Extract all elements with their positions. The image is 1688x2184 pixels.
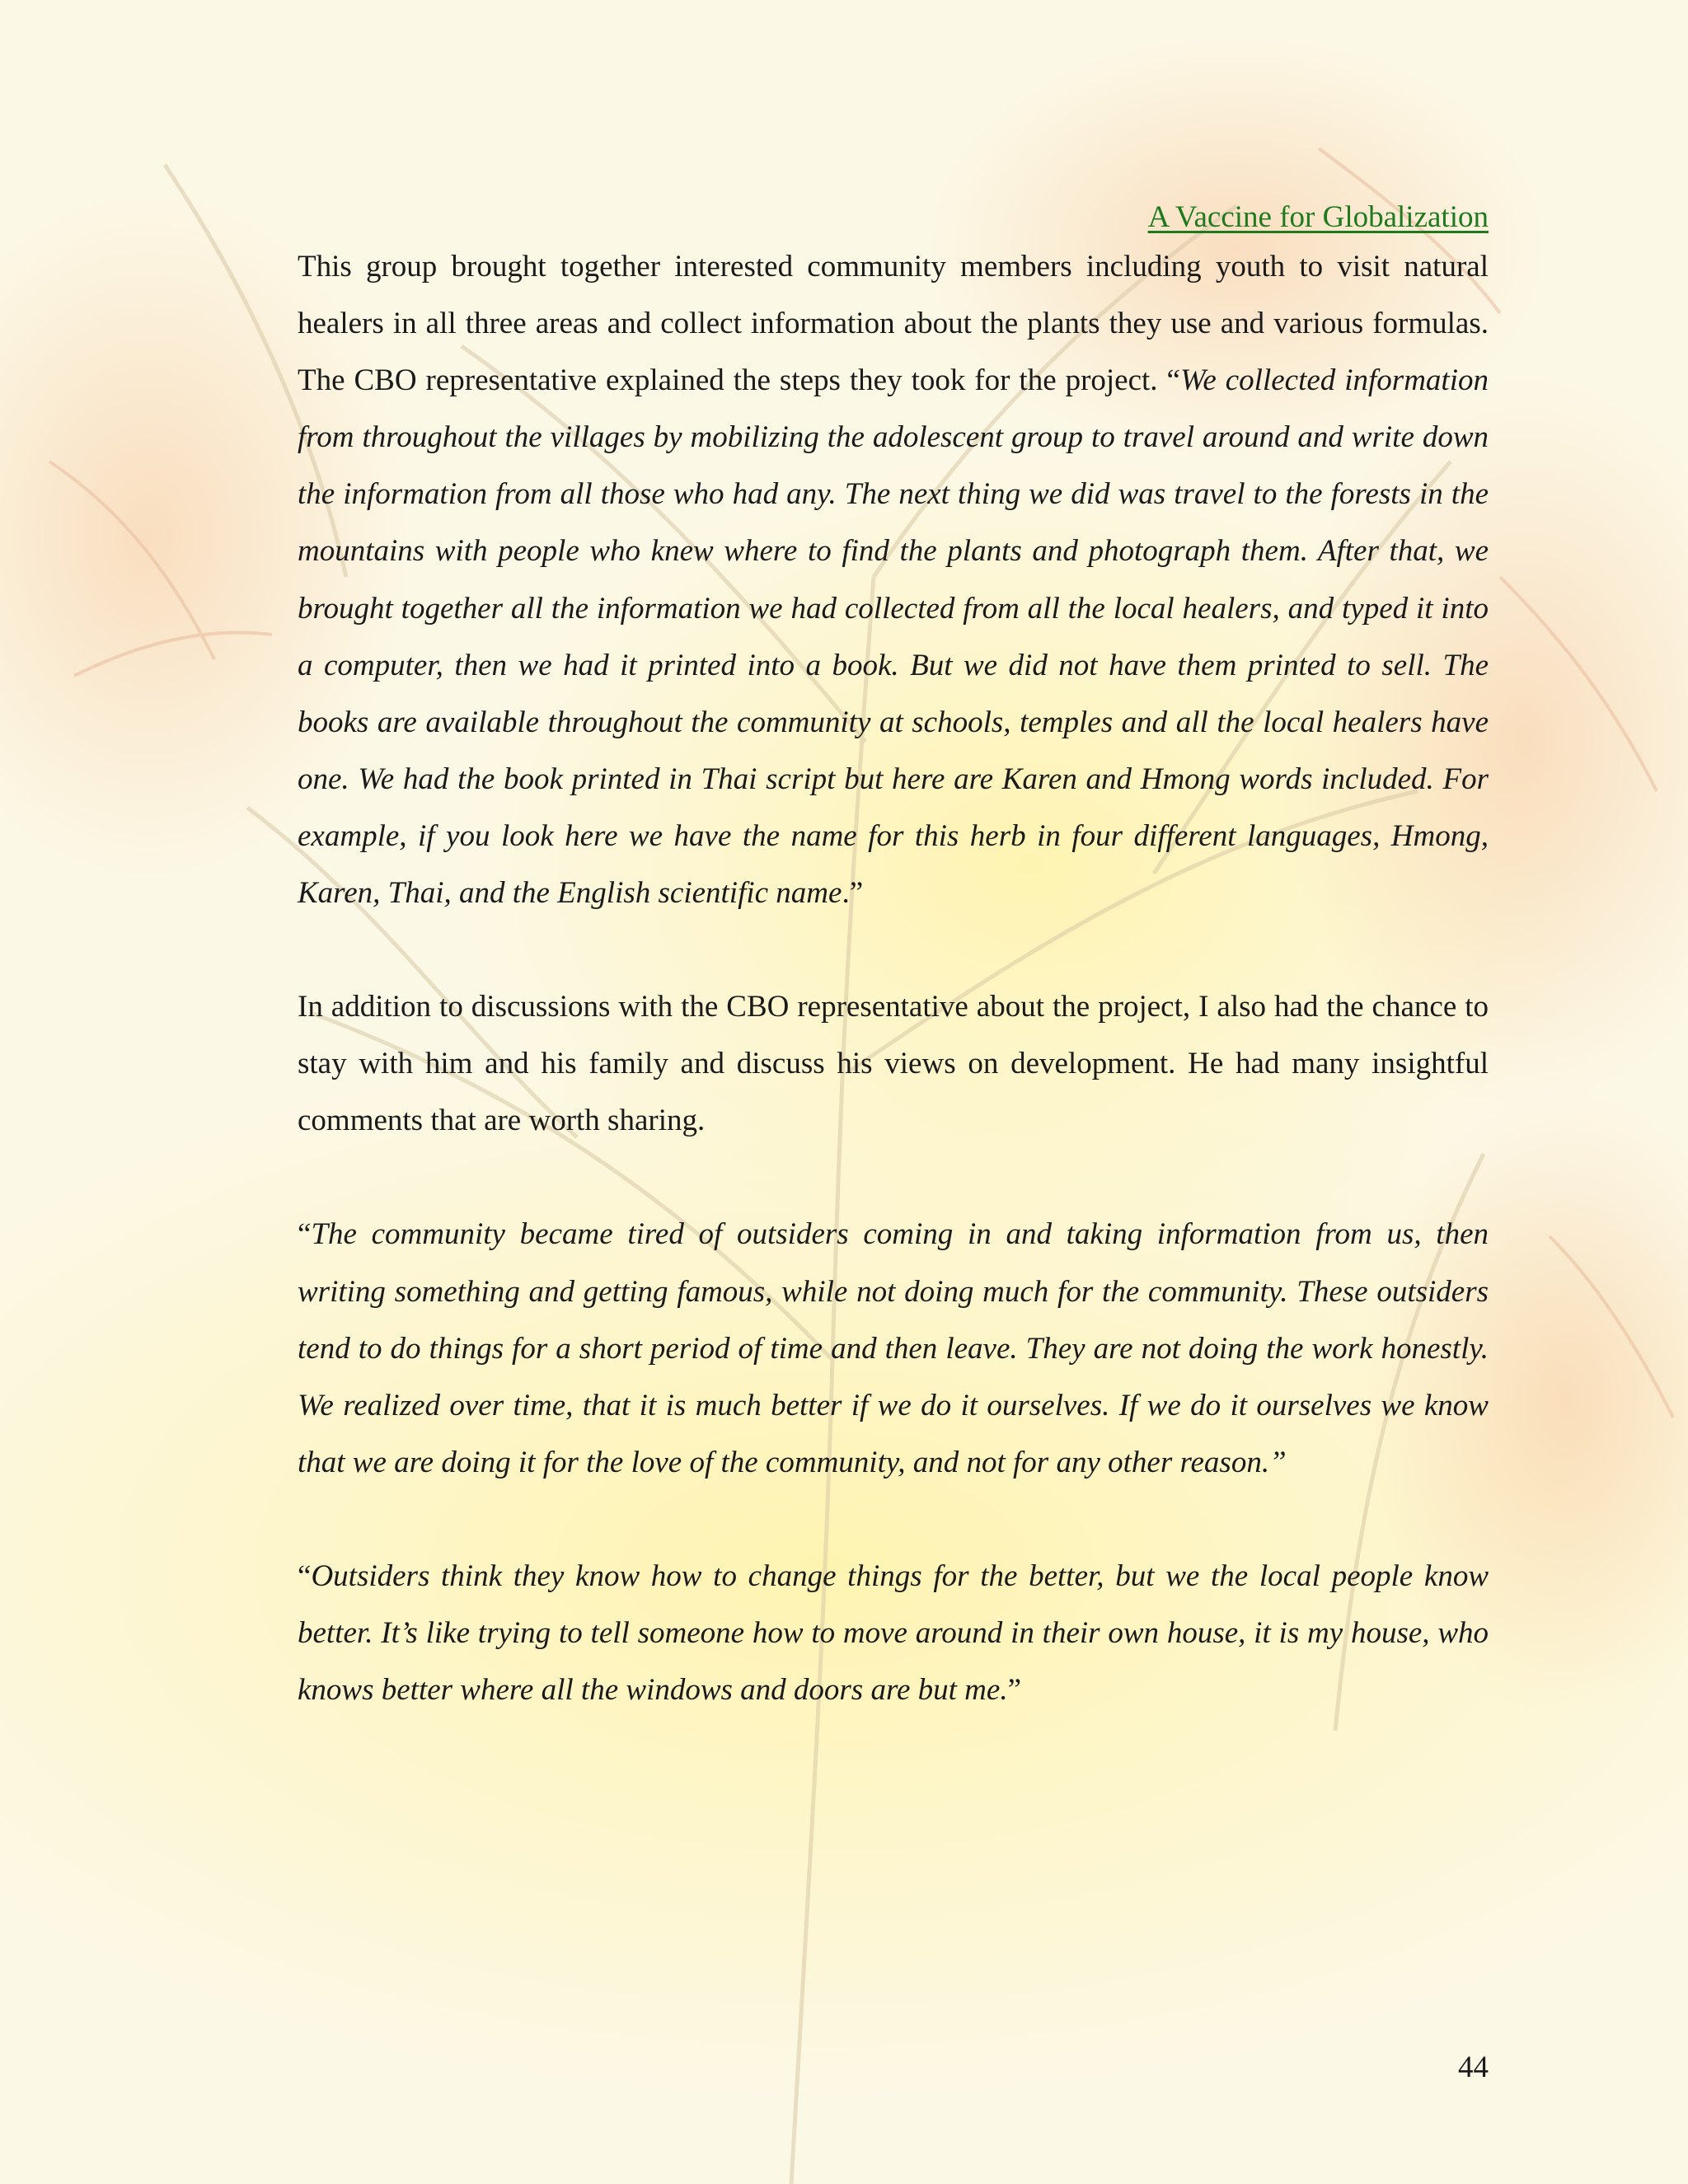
- paragraph-1: [298, 238, 1489, 921]
- page-number: 44: [1458, 2050, 1489, 2084]
- paragraph-2: In addition to discussions with the CBO representative about the project, I also had the chance to stay with him and his family and discuss his views on development. He had many insightful comments that are worth sharing.: [298, 990, 1489, 1138]
- paragraph-3: [298, 1206, 1489, 1490]
- paragraph-4: [298, 1548, 1489, 1718]
- paragraph-4-quote: Outsiders think they know how to change things for the better, but we the local people know better. It’s like trying to tell someone how to move around in their own house, it is my house, who knows better where all the windows and doors are but me.: [298, 1558, 1489, 1708]
- paragraph-1-close: .”: [842, 876, 864, 911]
- body-text: [298, 238, 1489, 1718]
- paragraph-3-quote: The community became tired of outsiders coming in and taking information from us, then writing something and getting famous, while not doing much for the community. These outsiders tend to do things for a short period of time and then leave. They are not doing the work honestly. We realized over time, that it is much better if we do it ourselves. If we do it ourselves we know that we are doing it for the love of the community, and not for any other reason.”: [298, 1217, 1489, 1479]
- running-header-title[interactable]: A Vaccine for Globalization: [1147, 200, 1489, 234]
- paragraph-4-open: “: [298, 1558, 312, 1593]
- paragraph-3-open: “: [298, 1217, 312, 1252]
- paragraph-1-quote: We collected information from throughout the villages by mobilizing the adolescent group to travel around and write down the information from all those who had any. The next thing we did was travel to the forests in the mountains with people who knew where to find the plants and photograph them. After that, we brought together all the information we had collected from all the local healers, and typed it into a computer, then we had it printed into a book. But we did not have them printed to sell. The books are available throughout the community at schools, temples and all the local healers have one. We had the book printed in Thai script but here are Karen and Hmong words included. For example, if you look here we have the name for this herb in four different languages, Hmong, Karen, Thai, and the English scientific name: [298, 363, 1489, 911]
- paragraph-1-intro: This group brought together interested community members including youth to visit natural healers in all three areas and collect information about the plants they use and various formulas. The CBO representative explained the steps they took for the project. “: [298, 250, 1489, 398]
- paragraph-4-close: ”: [1007, 1673, 1022, 1708]
